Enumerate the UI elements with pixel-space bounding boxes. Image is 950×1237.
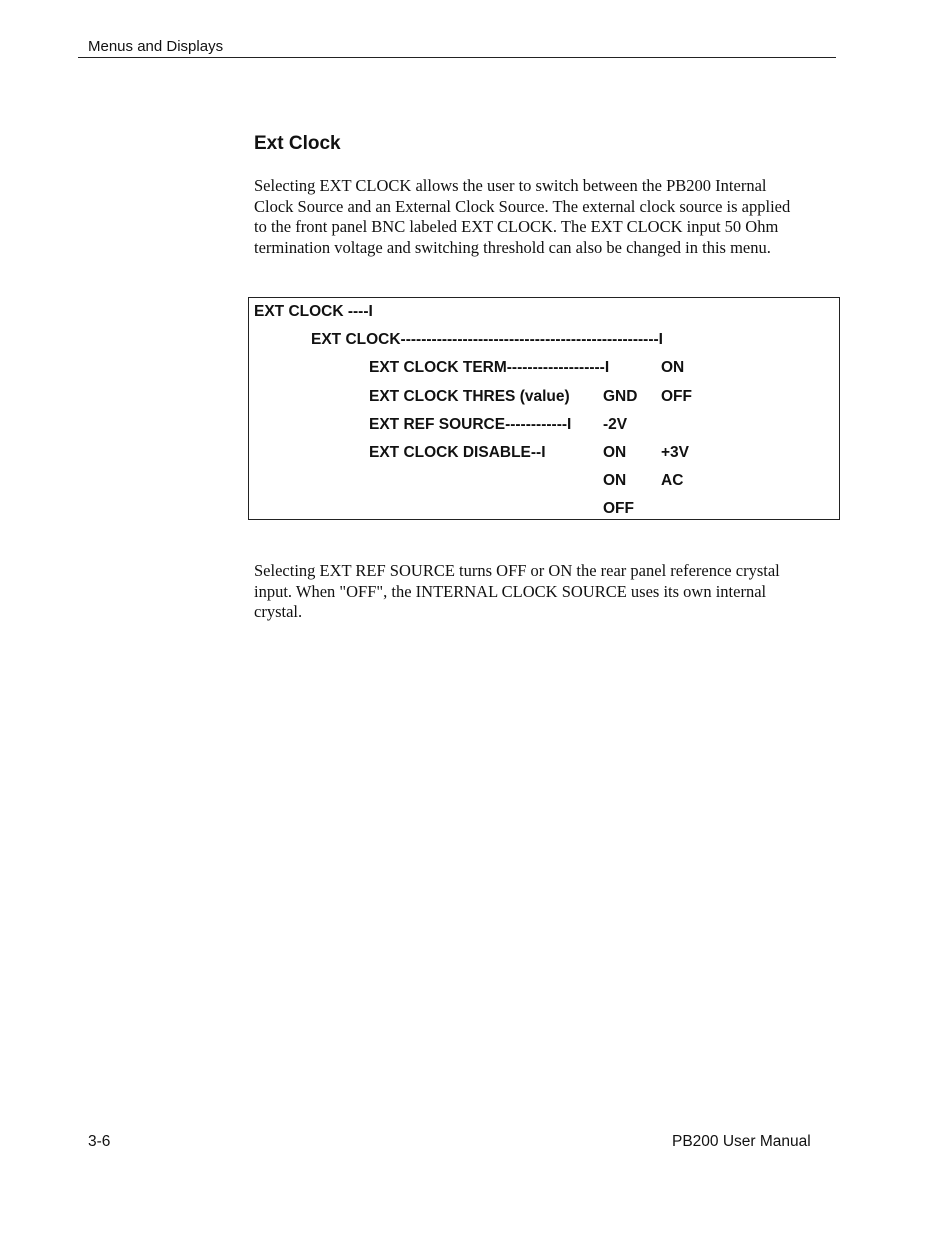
manual-name: PB200 User Manual <box>672 1133 811 1150</box>
option-value: OFF <box>661 388 692 405</box>
option-value: ON <box>603 472 627 489</box>
menu-item-clock-thres: EXT CLOCK THRES (value) <box>369 388 570 405</box>
option-value: AC <box>661 472 684 489</box>
running-header: Menus and Displays <box>88 38 224 55</box>
menu-item-clock-disable: EXT CLOCK DISABLE--I <box>369 444 546 461</box>
option-value: OFF <box>603 500 634 517</box>
menu-item-clock-term: EXT CLOCK TERM-------------------I <box>369 359 610 376</box>
intro-line: Clock Source and an External Clock Source. The external clock source is applied <box>254 196 791 216</box>
menu-level1: EXT CLOCK--------------------------------------------------I <box>311 331 663 348</box>
menu-item-ref-source: EXT REF SOURCE------------I <box>369 416 572 433</box>
followup-line: Selecting EXT REF SOURCE turns OFF or ON the rear panel reference crystal <box>254 561 780 580</box>
option-value: -2V <box>603 416 628 433</box>
followup-paragraph <box>254 561 839 623</box>
intro-paragraph <box>254 176 839 258</box>
option-value: ON <box>603 444 627 461</box>
menu-root: EXT CLOCK ----I <box>254 303 373 320</box>
intro-line: to the front panel BNC labeled EXT CLOCK. The EXT CLOCK input 50 Ohm <box>254 217 779 237</box>
page-number: 3-6 <box>88 1133 111 1150</box>
menu-tree-box <box>248 297 840 520</box>
intro-line: Selecting EXT CLOCK allows the user to switch between the PB200 Internal <box>254 176 767 195</box>
header-rule <box>78 57 836 58</box>
intro-line: termination voltage and switching threshold can also be changed in this menu. <box>254 237 771 257</box>
followup-line: input. When "OFF", the INTERNAL CLOCK SOURCE uses its own internal <box>254 581 767 601</box>
option-value: +3V <box>661 444 690 461</box>
section-title: Ext Clock <box>254 133 341 154</box>
option-value: ON <box>661 359 685 376</box>
option-value: GND <box>603 388 638 405</box>
followup-line: crystal. <box>254 602 303 622</box>
